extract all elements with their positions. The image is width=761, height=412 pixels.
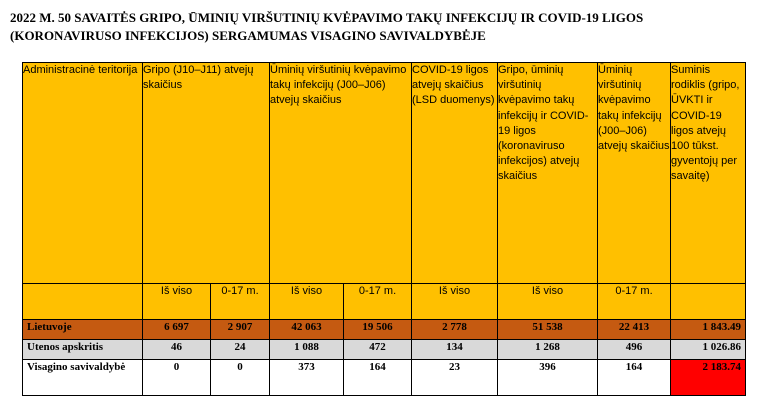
cell-flu-total: 0 (143, 360, 211, 396)
cell-combined: 1 268 (498, 340, 598, 360)
cell-uvkti-0-17: 164 (344, 360, 412, 396)
header-flu: Gripo (J10–J11) atvejų skaičius (143, 63, 270, 284)
cell-uvkti-total: 373 (270, 360, 344, 396)
cell-flu-0-17: 0 (211, 360, 270, 396)
cell-uvkti-children: 22 413 (598, 320, 671, 340)
subheader-flu-0-17: 0-17 m. (211, 284, 270, 320)
cell-rate: 1 026.86 (671, 340, 746, 360)
header-uvkti: Ūminių viršutinių kvėpavimo takų infekcijų (J00–J06) atvejų skaičius (270, 63, 412, 284)
cell-flu-total: 6 697 (143, 320, 211, 340)
cell-flu-0-17: 2 907 (211, 320, 270, 340)
subheader-flu-total: Iš viso (143, 284, 211, 320)
subheader-uvkti-children-0-17: 0-17 m. (598, 284, 671, 320)
cell-covid: 2 778 (412, 320, 498, 340)
cell-flu-0-17: 24 (211, 340, 270, 360)
cell-covid: 134 (412, 340, 498, 360)
subheader-uvkti-total: Iš viso (270, 284, 344, 320)
subheader-combined-total: Iš viso (498, 284, 598, 320)
cell-uvkti-children: 496 (598, 340, 671, 360)
subheader-empty (23, 284, 143, 320)
cell-flu-total: 46 (143, 340, 211, 360)
table-row (23, 340, 746, 360)
header-combined: Gripo, ūminių viršutinių kvėpavimo takų infekcijų ir COVID-19 ligos (koronaviruso infekcijos) atvejų skaičius (498, 63, 598, 284)
table-row (23, 360, 746, 396)
subheader-covid-total: Iš viso (412, 284, 498, 320)
header-uvkti-children: Ūminių viršutinių kvėpavimo takų infekcijų (J00–J06) atvejų skaičius (598, 63, 671, 284)
cell-rate: 1 843.49 (671, 320, 746, 340)
header-covid: COVID-19 ligos atvejų skaičius (LSD duomenys) (412, 63, 498, 284)
cell-uvkti-children: 164 (598, 360, 671, 396)
table-row (23, 320, 746, 340)
cell-uvkti-0-17: 472 (344, 340, 412, 360)
row-name: Utenos apskritis (23, 340, 143, 360)
header-row (23, 63, 746, 284)
subheader-row (23, 284, 746, 320)
page-title: 2022 M. 50 SAVAITĖS GRIPO, ŪMINIŲ VIRŠUTINIŲ KVĖPAVIMO TAKŲ INFEKCIJŲ IR COVID-19 LIGOS (KORONAVIRUSO INFEKCIJOS) SERGAMUMAS VISAGINO SAVIVALDYBĖJE (10, 10, 644, 43)
cell-uvkti-total: 1 088 (270, 340, 344, 360)
subheader-rate-empty (671, 284, 746, 320)
header-rate: Suminis rodiklis (gripo, ŪVKTI ir COVID-19 ligos atvejų 100 tūkst. gyventojų per savaitę) (671, 63, 746, 284)
header-territory: Administracinė teritorija (23, 63, 143, 284)
cell-combined: 51 538 (498, 320, 598, 340)
incidence-table (22, 62, 746, 396)
row-name: Visagino savivaldybė (23, 360, 143, 396)
cell-rate-highlight: 2 183.74 (671, 360, 746, 396)
subheader-uvkti-0-17: 0-17 m. (344, 284, 412, 320)
cell-covid: 23 (412, 360, 498, 396)
cell-combined: 396 (498, 360, 598, 396)
cell-uvkti-total: 42 063 (270, 320, 344, 340)
row-name: Lietuvoje (23, 320, 143, 340)
cell-uvkti-0-17: 19 506 (344, 320, 412, 340)
